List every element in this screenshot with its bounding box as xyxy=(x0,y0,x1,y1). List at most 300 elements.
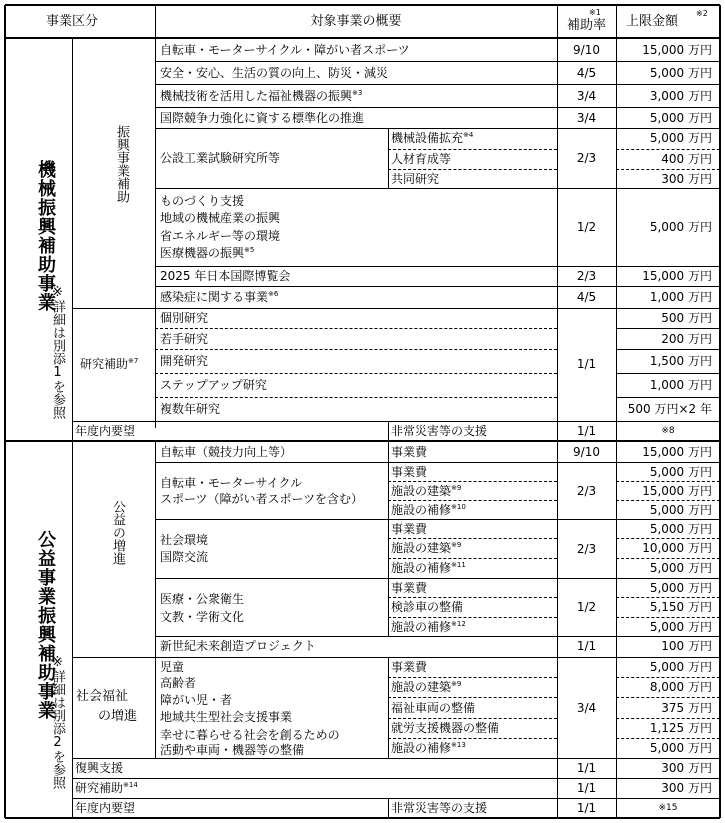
welfare-sub-label: 施設の建築 xyxy=(391,680,452,694)
welfare-line-label: 地域共生型社会支援事業 xyxy=(160,710,293,724)
sub-rule xyxy=(388,697,557,698)
promotion-amount xyxy=(616,42,712,58)
row-rule xyxy=(155,107,720,108)
expo-row xyxy=(160,268,290,284)
sub-rule xyxy=(616,558,720,559)
medical-sub-label: 事業費 xyxy=(391,580,428,595)
promotion-amount xyxy=(616,88,712,104)
sub-rule xyxy=(616,718,720,719)
monozukuri-line-label: ものづくり支援 xyxy=(160,194,245,208)
research-amount-rule xyxy=(616,328,720,329)
welfare-sub xyxy=(391,740,466,756)
infection-row xyxy=(160,289,278,305)
new-century-row-label: 新世紀未来創造プロジェクト xyxy=(160,639,316,653)
medical-line-label: 文教・学術文化 xyxy=(160,610,245,624)
welfare-line-label: 児童 xyxy=(160,660,185,674)
public-research-amount-label: 300 万円 xyxy=(661,781,712,795)
research-amount-rule xyxy=(616,397,720,398)
promotion-row-label: 自転車・モーターサイクル・障がい者スポーツ xyxy=(160,42,410,57)
public-lab-rate xyxy=(557,150,616,166)
monozukuri-rate xyxy=(557,219,616,235)
social-amount-label: 10,000 万円 xyxy=(642,541,712,555)
promotion-row xyxy=(160,110,364,126)
bicycle-amount-label: 15,000 万円 xyxy=(642,445,712,459)
research-amount-rule xyxy=(616,373,720,374)
expo-row-label: 2025 年日本国際博覧会 xyxy=(160,269,291,283)
sub-rule xyxy=(616,500,720,501)
header-bottom-rule xyxy=(5,37,720,39)
new-century-row xyxy=(160,638,316,654)
promotion-row-label: 国際競争力強化に資する標準化の推進 xyxy=(160,110,365,125)
new-century-amount-label: 100 万円 xyxy=(661,639,712,653)
infection-rate-label: 4/5 xyxy=(576,290,597,304)
public-lab-amount xyxy=(616,151,712,167)
public-lab-rate-label: 2/3 xyxy=(576,151,597,165)
welfare-amount xyxy=(616,659,712,675)
medical-amount xyxy=(616,580,712,596)
research-rule xyxy=(155,373,557,374)
promotion-amount-label: 15,000 万円 xyxy=(642,42,712,57)
medical-amount-label: 5,150 万円 xyxy=(649,600,712,614)
research-rule xyxy=(155,328,557,329)
sub-rule xyxy=(616,617,720,618)
row-rule xyxy=(72,758,720,759)
bicycle-rate xyxy=(557,444,616,460)
section-column-rule xyxy=(72,38,73,441)
medical-sub xyxy=(391,580,427,596)
welfare-sub-label: 事業費 xyxy=(391,660,428,674)
annual-rate-label: 1/1 xyxy=(576,424,597,438)
recovery-amount-label: 300 万円 xyxy=(661,761,712,775)
sub-column-rule xyxy=(388,128,389,188)
social-sub-label: 施設の補修 xyxy=(391,561,452,575)
welfare-line xyxy=(160,659,184,675)
header-rate-label: 補助率 xyxy=(566,18,606,33)
public-research-label xyxy=(75,780,138,796)
medical-rate-label: 1/2 xyxy=(576,600,597,614)
monozukuri-line-label: 省エネルギー等の環境 xyxy=(160,229,281,243)
footnote-mark: ※10 xyxy=(451,502,466,511)
monozukuri-line xyxy=(160,245,254,261)
bicycle-sub xyxy=(391,444,427,460)
infection-row-label: 感染症に関する事業 xyxy=(160,290,269,304)
social-rate-label: 2/3 xyxy=(576,542,597,556)
footnote-mark: ※11 xyxy=(451,561,466,569)
row-rule xyxy=(72,657,720,658)
sub-rule xyxy=(388,149,557,150)
promotion-rate xyxy=(557,88,616,104)
sports-amount xyxy=(616,502,712,518)
recovery-amount xyxy=(616,760,712,776)
public-lab-sub xyxy=(391,171,439,187)
row-rule xyxy=(155,266,720,267)
summary-column-rule xyxy=(155,38,156,428)
research-row xyxy=(160,377,267,393)
promotion-row xyxy=(160,88,362,104)
research-row-label: 個別研究 xyxy=(160,311,209,325)
research-amount-label: 200 万円 xyxy=(661,331,712,346)
promotion-amount-label: 3,000 万円 xyxy=(649,88,712,103)
annual-text xyxy=(391,423,487,439)
welfare-sub xyxy=(391,700,475,716)
welfare-amount xyxy=(616,679,712,695)
research-rate-label: 1/1 xyxy=(576,357,597,371)
social-amount-label: 5,000 万円 xyxy=(649,521,712,536)
welfare-label-1-label: 社会福祉 xyxy=(76,689,129,704)
sub-rule xyxy=(616,738,720,739)
social-amount xyxy=(616,560,712,576)
left-border xyxy=(4,5,6,818)
medical-line-label: 医療・公衆衛生 xyxy=(160,592,245,606)
research-row xyxy=(160,353,208,369)
sub-rule xyxy=(388,169,557,170)
annual-divider xyxy=(388,798,389,818)
promotion-rate xyxy=(557,65,616,81)
welfare-line xyxy=(160,709,292,725)
sub-rule xyxy=(388,481,557,482)
expo-rate-label: 2/3 xyxy=(576,269,597,283)
promotion-amount xyxy=(616,65,712,81)
sports-sub xyxy=(391,502,466,518)
social-amount xyxy=(616,540,712,556)
social-sub-label: 事業費 xyxy=(391,521,428,536)
public-lab-amount-label: 400 万円 xyxy=(661,152,712,166)
infection-rate xyxy=(557,289,616,305)
annual-divider xyxy=(388,421,389,441)
research-row xyxy=(160,401,220,417)
welfare-amount-label: 5,000 万円 xyxy=(649,660,712,674)
sports-amount xyxy=(616,464,712,480)
bicycle-rate-label: 9/10 xyxy=(573,445,600,459)
row-rule xyxy=(155,578,720,579)
annual-amount-label: ※8 xyxy=(661,426,675,436)
annual-label xyxy=(75,423,135,439)
public-lab-amount xyxy=(616,130,712,146)
monozukuri-amount xyxy=(616,219,712,235)
bicycle-sub-label: 事業費 xyxy=(391,445,428,459)
medical-sub-label: 検診車の整備 xyxy=(391,600,464,614)
welfare-amount-label: 1,125 万円 xyxy=(649,721,712,735)
research-amount-label: 1,000 万円 xyxy=(649,378,712,392)
welfare-rate xyxy=(557,700,616,716)
row-rule xyxy=(155,61,720,62)
welfare-amount xyxy=(616,700,712,716)
machine-section-title: 機械振興補助事業 xyxy=(35,160,56,312)
footnote-mark: ※9 xyxy=(451,541,462,549)
sub-rule xyxy=(388,500,557,501)
header-summary xyxy=(155,14,557,30)
sub-rule xyxy=(616,677,720,678)
research-label-label: 研究補助 xyxy=(80,357,129,371)
social-sub xyxy=(391,521,427,537)
header-limit-note xyxy=(696,6,708,22)
promotion-label: 振興事業補助 xyxy=(114,125,129,203)
promotion-row-label: 安全・安心、生活の質の向上、防災・減災 xyxy=(160,65,389,80)
recovery-label xyxy=(75,760,123,776)
monozukuri-line xyxy=(160,210,280,226)
promotion-rate-label: 9/10 xyxy=(573,42,600,57)
welfare-rate-label: 3/4 xyxy=(576,701,597,715)
monozukuri-line-label: 医療機器の振興 xyxy=(160,246,245,260)
welfare-label-2-label: の増進 xyxy=(98,709,138,724)
recovery-rate-label: 1/1 xyxy=(576,761,597,775)
public-annual-label-label: 年度内要望 xyxy=(75,801,136,815)
row-rule xyxy=(72,308,720,309)
promotion-row xyxy=(160,65,388,81)
sub-rule xyxy=(388,538,557,539)
row-rule xyxy=(155,84,720,85)
machine-section-note: ※詳細は別添1を参照 xyxy=(50,285,65,419)
sub-rule xyxy=(616,481,720,482)
public-research-rate-label: 1/1 xyxy=(576,781,597,795)
public-annual-text-label: 非常災害等の支援 xyxy=(391,801,488,815)
sub-rule xyxy=(388,677,557,678)
sub-rule xyxy=(388,597,557,598)
expo-amount xyxy=(616,268,712,284)
research-row-label: 複数年研究 xyxy=(160,402,221,416)
header-summary-label: 対象事業の概要 xyxy=(310,14,402,29)
medical-sub xyxy=(391,599,463,615)
summary-column-rule xyxy=(155,441,156,758)
welfare-sub-label: 施設の補修 xyxy=(391,741,452,755)
public-research-amount xyxy=(616,780,712,796)
bottom-border xyxy=(5,817,720,819)
social-sub-label: 施設の建築 xyxy=(391,541,452,555)
sub-rule xyxy=(388,558,557,559)
row-rule xyxy=(72,798,720,799)
welfare-sub-label: 福祉車両の整備 xyxy=(391,700,476,715)
sub-rule xyxy=(388,617,557,618)
welfare-line-label: 障がい児・者 xyxy=(160,693,233,707)
promotion-row-label: 機械技術を活用した福祉機器の振興 xyxy=(160,88,353,103)
footnote-mark: ※3 xyxy=(352,88,363,97)
infection-amount-label: 1,000 万円 xyxy=(649,290,712,304)
row-rule xyxy=(155,636,720,637)
sports-rate-label: 2/3 xyxy=(576,484,597,498)
public-research-label-label: 研究補助 xyxy=(75,781,124,795)
sub-rule xyxy=(616,538,720,539)
public-research-rate xyxy=(557,780,616,796)
infection-amount xyxy=(616,289,712,305)
sports-amount-label: 15,000 万円 xyxy=(642,483,712,498)
social-line-label: 国際交流 xyxy=(160,550,209,564)
header-category-label: 事業区分 xyxy=(45,14,98,29)
welfare-line-label: 活動や車両・機器等の整備 xyxy=(160,743,305,757)
welfare-amount-label: 5,000 万円 xyxy=(649,741,712,755)
monozukuri-line-label: 地域の機械産業の振興 xyxy=(160,211,281,225)
sports-amount-label: 5,000 万円 xyxy=(649,502,712,517)
expo-rate xyxy=(557,268,616,284)
promotion-rate-label: 3/4 xyxy=(576,88,597,103)
header-limit xyxy=(626,14,678,30)
public-lab-label: 公設工業試験研究所等 xyxy=(160,151,281,165)
public-annual-amount xyxy=(616,800,720,816)
medical-amount xyxy=(616,619,712,635)
welfare-line xyxy=(160,692,232,708)
medical-sub-label: 施設の補修 xyxy=(391,619,452,634)
medical-sub xyxy=(391,619,466,635)
promotion-row xyxy=(160,42,410,58)
medical-rate xyxy=(557,599,616,615)
sub-rule xyxy=(616,149,720,150)
promotion-amount xyxy=(616,110,712,126)
row-rule xyxy=(155,188,720,189)
medical-amount-label: 5,000 万円 xyxy=(649,580,712,595)
public-lab xyxy=(160,150,280,166)
footnote-mark: ※9 xyxy=(451,483,462,492)
welfare-amount-label: 375 万円 xyxy=(661,700,712,715)
new-century-amount xyxy=(616,638,712,654)
public-lab-sub-label: 人材育成等 xyxy=(391,152,452,166)
public-annual-rate-label: 1/1 xyxy=(576,801,597,815)
annual-rate xyxy=(557,423,616,439)
welfare-amount xyxy=(616,740,712,756)
public-annual-label xyxy=(75,800,135,816)
social-sub xyxy=(391,560,466,576)
welfare-amount xyxy=(616,720,712,736)
promotion-amount-label: 5,000 万円 xyxy=(649,110,712,125)
footnote-mark: ※9 xyxy=(451,680,462,688)
public-lab-sub xyxy=(391,151,451,167)
research-row xyxy=(160,331,208,347)
welfare-sub-label: 就労支援機器の整備 xyxy=(391,721,500,735)
promotion-rate xyxy=(557,42,616,58)
bicycle-row xyxy=(160,444,292,460)
bicycle-row-label: 自転車（競技力向上等） xyxy=(160,445,293,459)
research-amount xyxy=(616,310,712,326)
public-lab-sub-label: 機械設備拡充 xyxy=(391,131,464,145)
promotion-rate-label: 3/4 xyxy=(576,110,597,125)
section-column-rule xyxy=(72,441,73,818)
row-rule xyxy=(72,421,720,422)
research-amount-label: 500 万円 xyxy=(661,311,712,325)
sub-rule xyxy=(616,697,720,698)
welfare-amount-label: 8,000 万円 xyxy=(649,680,712,694)
header-category xyxy=(34,14,110,30)
social-line xyxy=(160,532,208,548)
public-annual-rate xyxy=(557,800,616,816)
header-rate xyxy=(557,18,616,34)
sports-sub-label: 施設の補修 xyxy=(391,502,452,517)
research-amount-rule xyxy=(616,349,720,350)
section-divider xyxy=(5,440,720,442)
sub-rule xyxy=(388,738,557,739)
research-amount-label: 1,500 万円 xyxy=(649,354,712,368)
sports-line-label: 自転車・モーターサイクル xyxy=(160,476,303,490)
welfare-line-label: 高齢者 xyxy=(160,676,197,690)
public-section-note: ※詳細は別添2を参照 xyxy=(50,655,65,789)
medical-amount-label: 5,000 万円 xyxy=(649,619,712,634)
monozukuri-line xyxy=(160,193,244,209)
medical-line xyxy=(160,591,244,607)
monozukuri-amount-label: 5,000 万円 xyxy=(649,220,712,234)
welfare-label-2 xyxy=(98,709,137,725)
header-limit-label: 上限金額 xyxy=(626,14,679,29)
footnote-mark: ※7 xyxy=(128,357,139,365)
research-label xyxy=(80,356,138,372)
annual-amount xyxy=(616,423,720,439)
sub-rule xyxy=(388,718,557,719)
welfare-label-1 xyxy=(76,689,128,705)
sports-line xyxy=(160,475,302,491)
public-section-title: 公益事業振興補助事業 xyxy=(35,530,56,720)
top-border xyxy=(5,4,720,6)
research-rule xyxy=(155,349,557,350)
sports-sub-label: 事業費 xyxy=(391,464,428,479)
social-amount xyxy=(616,521,712,537)
public-annual-amount-label: ※15 xyxy=(658,803,678,813)
research-amount xyxy=(616,353,712,369)
welfare-line xyxy=(160,727,340,743)
sub-column-rule xyxy=(388,441,389,636)
research-row-label: 若手研究 xyxy=(160,331,209,346)
public-lab-amount-label: 5,000 万円 xyxy=(649,131,712,145)
research-amount xyxy=(616,401,712,417)
medical-amount xyxy=(616,599,712,615)
research-amount xyxy=(616,331,712,347)
row-rule xyxy=(155,128,720,129)
research-rule xyxy=(155,397,557,398)
social-rate xyxy=(557,541,616,557)
welfare-sub xyxy=(391,659,427,675)
sports-sub-label: 施設の建築 xyxy=(391,483,452,498)
row-rule xyxy=(155,519,720,520)
social-line-label: 社会環境 xyxy=(160,533,209,547)
header-limit-note-label: ※2 xyxy=(696,9,708,18)
public-lab-sub-label: 共同研究 xyxy=(391,172,440,186)
social-amount-label: 5,000 万円 xyxy=(649,561,712,575)
public-lab-sub xyxy=(391,130,473,146)
research-rate xyxy=(557,356,616,372)
sports-amount xyxy=(616,483,712,499)
monozukuri-rate-label: 1/2 xyxy=(576,220,597,234)
footnote-mark: ※4 xyxy=(463,131,474,139)
social-sub xyxy=(391,540,461,556)
header-rate-note xyxy=(589,5,601,21)
public-lab-amount-label: 300 万円 xyxy=(661,172,712,186)
benefit-label: 公益の増進 xyxy=(110,500,125,565)
footnote-mark: ※14 xyxy=(123,781,138,789)
row-rule xyxy=(72,778,720,779)
recovery-rate xyxy=(557,760,616,776)
promotion-rate xyxy=(557,110,616,126)
sports-line xyxy=(160,491,363,507)
promotion-rate-label: 4/5 xyxy=(576,65,597,80)
research-row-label: 開発研究 xyxy=(160,354,209,368)
research-row-label: ステップアップ研究 xyxy=(160,378,267,392)
sub-rule xyxy=(616,169,720,170)
footnote-mark: ※13 xyxy=(451,741,466,749)
research-amount-label: 500 万円×2 年 xyxy=(627,402,712,416)
promotion-amount-label: 5,000 万円 xyxy=(649,65,712,80)
sub-rule xyxy=(616,597,720,598)
annual-label-label: 年度内要望 xyxy=(75,424,136,438)
sub-column-rule xyxy=(388,657,389,758)
footnote-mark: ※5 xyxy=(244,246,255,254)
new-century-rate xyxy=(557,638,616,654)
welfare-line-label: 幸せに暮らせる社会を創るための xyxy=(160,728,340,742)
footnote-mark: ※12 xyxy=(451,619,466,628)
sports-line-label: スポーツ（障がい者スポーツを含む） xyxy=(160,492,364,506)
bicycle-amount xyxy=(616,444,712,460)
row-rule xyxy=(155,462,720,463)
footnote-mark: ※6 xyxy=(268,290,279,298)
research-amount xyxy=(616,377,712,393)
medical-line xyxy=(160,609,244,625)
annual-text-label: 非常災害等の支援 xyxy=(391,424,488,438)
welfare-line xyxy=(160,675,196,691)
monozukuri-line xyxy=(160,228,280,244)
